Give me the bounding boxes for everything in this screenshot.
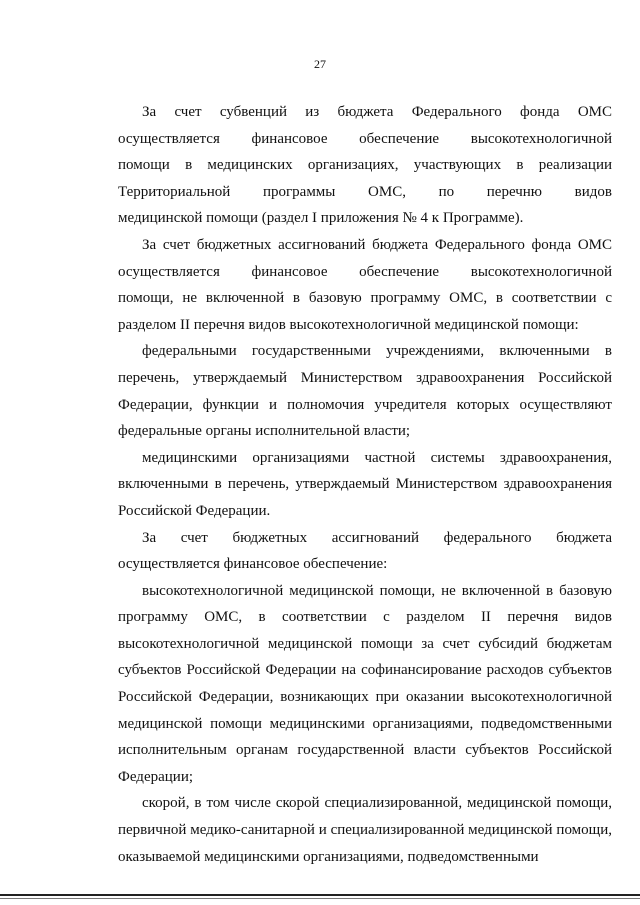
text-line: оказываемой медицинскими организациями, подведомственными bbox=[118, 848, 539, 865]
bottom-rule bbox=[0, 894, 640, 896]
text-line: медицинской помощи (раздел I приложения № 4 к Программе). bbox=[118, 210, 524, 227]
paragraph bbox=[118, 578, 612, 791]
document-body bbox=[118, 99, 612, 870]
page-number: 27 bbox=[314, 57, 326, 71]
text-line: помощи в медицинских организациях, участвующих в реализации bbox=[118, 157, 612, 174]
bottom-rule-secondary bbox=[0, 898, 640, 899]
text-line: исполнительным органам государственной власти субъектов Российской bbox=[118, 742, 612, 759]
text-line: Федерации, функции и полномочия учредителя которых осуществляют bbox=[118, 396, 612, 413]
text-line: осуществляется финансовое обеспечение: bbox=[118, 556, 388, 573]
paragraph bbox=[118, 338, 612, 444]
paragraph bbox=[118, 445, 612, 525]
text-line: скорой, в том числе скорой специализированной, медицинской помощи, bbox=[142, 795, 612, 812]
text-line: перечень, утверждаемый Министерством здравоохранения Российской bbox=[118, 369, 612, 386]
text-line: разделом II перечня видов высокотехнологичной медицинской помощи: bbox=[118, 316, 579, 333]
text-line: федеральные органы исполнительной власти; bbox=[118, 423, 411, 440]
text-line: высокотехнологичной медицинской помощи за счет субсидий бюджетам bbox=[118, 635, 612, 652]
text-line: федеральными государственными учреждениями, включенными в bbox=[142, 343, 612, 360]
text-line: осуществляется финансовое обеспечение высокотехнологичной bbox=[118, 130, 612, 147]
text-line: Федерации; bbox=[118, 768, 194, 785]
paragraph bbox=[118, 232, 612, 338]
paragraph bbox=[118, 525, 612, 578]
text-line: включенными в перечень, утверждаемый Министерством здравоохранения bbox=[118, 476, 612, 493]
text-line: первичной медико-санитарной и специализированной медицинской помощи, bbox=[118, 822, 612, 839]
paragraph bbox=[118, 99, 612, 232]
text-line: субъектов Российской Федерации на софинансирование расходов субъектов bbox=[118, 662, 612, 679]
text-line: Российской Федерации. bbox=[118, 502, 271, 519]
text-line: медицинской помощи медицинскими организациями, подведомственными bbox=[118, 715, 612, 732]
text-line: За счет бюджетных ассигнований бюджета Федерального фонда ОМС bbox=[142, 236, 612, 253]
text-line: За счет субвенций из бюджета Федерального фонда ОМС bbox=[142, 104, 612, 120]
text-line: Территориальной программы ОМС, по перечню видов bbox=[118, 183, 612, 200]
text-line: осуществляется финансовое обеспечение высокотехнологичной bbox=[118, 263, 612, 280]
text-line: высокотехнологичной медицинской помощи, не включенной в базовую bbox=[142, 582, 612, 599]
paragraph bbox=[118, 790, 612, 870]
text-line: помощи, не включенной в базовую программу ОМС, в соответствии с bbox=[118, 290, 612, 307]
text-line: За счет бюджетных ассигнований федерального бюджета bbox=[142, 529, 612, 546]
text-line: Российской Федерации, возникающих при оказании высокотехнологичной bbox=[118, 689, 612, 706]
text-line: программу ОМС, в соответствии с разделом II перечня видов bbox=[118, 609, 612, 626]
text-line: медицинскими организациями частной системы здравоохранения, bbox=[142, 449, 612, 466]
